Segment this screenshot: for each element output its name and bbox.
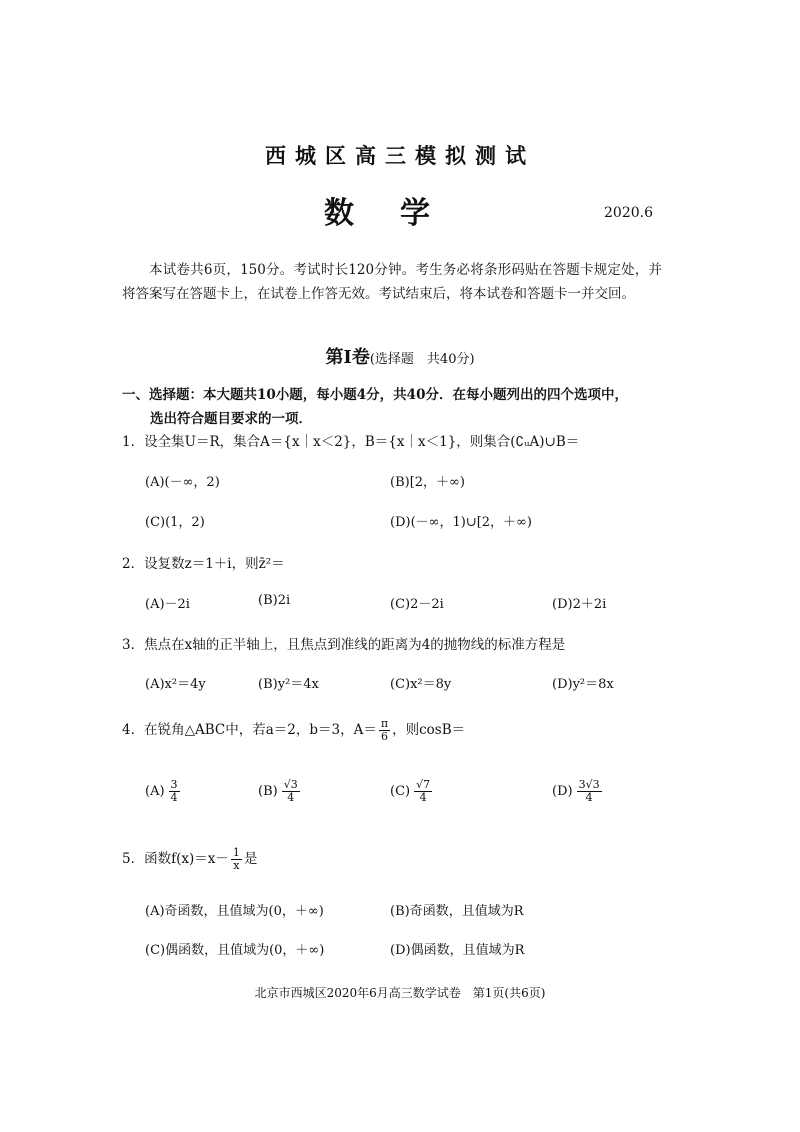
option-fraction (577, 779, 602, 804)
fraction-numerator: √3 (283, 778, 298, 791)
question-3-option-a: (A)x²＝4y (145, 677, 206, 692)
fraction-denominator: 4 (170, 791, 178, 804)
question-4-stem (122, 718, 465, 743)
exam-date: 2020.6 (604, 205, 653, 221)
question-5-fraction (231, 847, 242, 872)
question-4-fraction (379, 718, 390, 743)
fraction-numerator: 1 (232, 846, 240, 859)
option-label: (A) (145, 784, 165, 799)
option-label: (C) (390, 784, 411, 799)
fraction-denominator: 4 (287, 791, 295, 804)
question-2-option-b: (B)2i (258, 593, 291, 608)
question-1-stem: 1．设全集U＝R，集合A＝{x｜x＜2}，B＝{x｜x＜1}，则集合(∁ᵤA)∪B＝ (122, 434, 580, 450)
part-subtitle: (选择题 共40分) (369, 352, 475, 367)
question-5-stem (122, 847, 257, 872)
option-label: (B) (258, 784, 278, 799)
question-4-stem-suffix: ，则cosB＝ (392, 722, 466, 738)
question-4-stem-prefix: 4．在锐角△ABC中，若a＝2，b＝3，A＝ (122, 722, 377, 738)
question-2-option-d: (D)2＋2i (552, 597, 607, 612)
question-4-option-c (390, 779, 434, 804)
question-3-option-d: (D)y²＝8x (552, 677, 614, 692)
question-4-option-b (258, 779, 302, 804)
question-5-option-b: (B)奇函数，且值域为R (390, 904, 524, 919)
question-1-option-c: (C)(1，2) (145, 515, 205, 530)
part-title: 第Ⅰ卷 (325, 347, 370, 368)
question-2-option-a: (A)－2i (145, 597, 190, 612)
question-5-stem-prefix: 5．函数f(x)＝x－ (122, 851, 229, 867)
option-fraction (169, 779, 180, 804)
option-fraction (282, 779, 300, 804)
exam-instructions: 本试卷共6页，150分。考试时长120分钟。考生务必将条形码贴在答题卡规定处，并将答案写在答题卡上，在试卷上作答无效。考试结束后，将本试卷和答题卡一并交回。 (122, 262, 662, 302)
fraction-numerator: 3 (170, 778, 178, 791)
question-1-option-d: (D)(－∞，1)∪[2，＋∞) (390, 515, 532, 530)
question-5-option-c: (C)偶函数，且值域为(0，＋∞) (145, 943, 325, 958)
option-label: (D) (552, 784, 573, 799)
page-footer: 北京市西城区2020年6月高三数学试卷 第1页(共6页) (254, 986, 546, 1000)
question-3-stem: 3．焦点在x轴的正半轴上，且焦点到准线的距离为4的抛物线的标准方程是 (122, 637, 566, 653)
exam-title: 西城区高三模拟测试 (265, 143, 535, 168)
fraction-numerator: π (380, 717, 389, 730)
question-5-stem-suffix: 是 (243, 851, 258, 867)
question-3-option-c: (C)x²＝8y (390, 677, 452, 692)
question-2-stem: 2．设复数z＝1＋i，则z̄²＝ (122, 556, 285, 572)
question-4-option-a (145, 779, 182, 804)
fraction-denominator: 4 (585, 791, 593, 804)
fraction-numerator: 3√3 (578, 778, 600, 791)
option-fraction (414, 779, 432, 804)
question-1-option-a: (A)(－∞，2) (145, 475, 220, 490)
section-heading-line2: 选出符合题目要求的一项． (150, 411, 312, 427)
subject-title: 数学 (324, 196, 476, 231)
question-1-option-b: (B)[2，＋∞) (390, 475, 465, 490)
fraction-denominator: 6 (380, 730, 388, 743)
question-3-option-b: (B)y²＝4x (258, 677, 319, 692)
question-5-option-a: (A)奇函数，且值域为(0，＋∞) (145, 904, 324, 919)
fraction-numerator: √7 (416, 778, 431, 791)
question-4-option-d (552, 779, 604, 804)
fraction-denominator: x (233, 859, 240, 872)
part-heading (0, 343, 800, 369)
fraction-denominator: 4 (419, 791, 427, 804)
question-2-option-c: (C)2－2i (390, 597, 444, 612)
section-heading-line1: 一、选择题：本大题共10小题，每小题4分，共40分．在每小题列出的四个选项中， (122, 387, 628, 403)
question-5-option-d: (D)偶函数，且值域为R (390, 943, 525, 958)
